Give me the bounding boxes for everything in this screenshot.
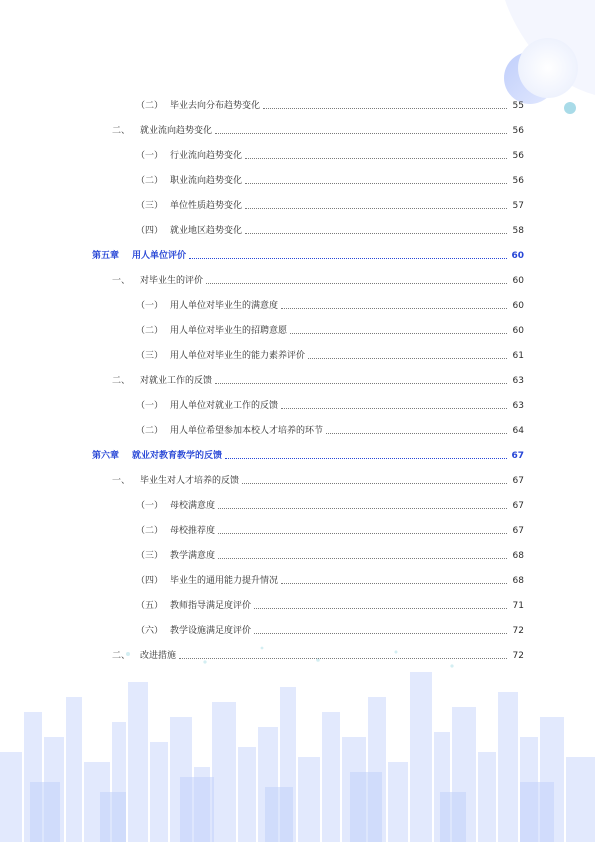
toc-entry-number: 二、 <box>112 376 131 386</box>
toc-entry-page-number: 72 <box>512 651 524 661</box>
toc-entry-number: 第六章 <box>92 451 120 461</box>
toc-entry[interactable] <box>136 546 524 562</box>
toc-entry-number: 第五章 <box>92 251 120 261</box>
toc-entry-page-number: 67 <box>511 451 524 461</box>
toc-entry-title: 行业流向趋势变化 <box>170 151 243 161</box>
toc-entry-page-number: 63 <box>512 401 524 411</box>
toc-entry[interactable] <box>136 321 524 337</box>
toc-entry-page-number: 56 <box>512 126 524 136</box>
dot-leader <box>245 232 507 234</box>
toc-entry[interactable] <box>136 221 524 237</box>
toc-entry-title: 用人单位对毕业生的招聘意愿 <box>170 326 288 336</box>
toc-entry-title: 职业流向趋势变化 <box>170 176 243 186</box>
toc-entry[interactable] <box>112 371 524 387</box>
toc-entry-title: 用人单位希望参加本校人才培养的环节 <box>170 426 324 436</box>
toc-entry-number: 一、 <box>112 276 131 286</box>
toc-entry-title: 教师指导满足度评价 <box>170 601 252 611</box>
corner-decoration <box>0 0 595 140</box>
toc-entry[interactable] <box>112 121 524 137</box>
toc-entry[interactable] <box>136 421 524 437</box>
toc-entry-number: （一） <box>136 301 164 311</box>
toc-entry-title: 母校满意度 <box>170 501 216 511</box>
toc-entry[interactable] <box>112 646 524 662</box>
toc-entry[interactable] <box>136 296 524 312</box>
toc-entry-page-number: 55 <box>512 101 524 111</box>
toc-entry-number: （三） <box>136 201 164 211</box>
toc-entry[interactable] <box>112 471 524 487</box>
toc-entry-title: 就业流向趋势变化 <box>140 126 213 136</box>
toc-entry-page-number: 71 <box>512 601 524 611</box>
dot-leader <box>308 357 507 359</box>
toc-entry-number: 二、 <box>112 651 131 661</box>
dot-leader <box>263 107 507 109</box>
toc-entry-page-number: 61 <box>512 351 524 361</box>
toc-entry[interactable] <box>136 521 524 537</box>
toc-entry-number: 二、 <box>112 126 131 136</box>
toc-entry-page-number: 68 <box>512 551 524 561</box>
dot-leader <box>206 282 507 284</box>
toc-entry-title: 改进措施 <box>140 651 177 661</box>
dot-leader <box>281 407 507 409</box>
toc-entry-number: （四） <box>136 576 164 586</box>
toc-entry-title: 用人单位对就业工作的反馈 <box>170 401 279 411</box>
toc-entry[interactable] <box>136 571 524 587</box>
toc-entry[interactable] <box>136 496 524 512</box>
toc-entry-number: （五） <box>136 601 164 611</box>
toc-entry-title: 教学设施满足度评价 <box>170 626 252 636</box>
toc-entry-title: 毕业生的通用能力提升情况 <box>170 576 279 586</box>
toc-entry-page-number: 67 <box>512 476 524 486</box>
dot-leader <box>225 457 507 459</box>
dot-leader <box>290 332 507 334</box>
dot-leader <box>281 307 507 309</box>
dot-leader <box>179 657 507 659</box>
dot-leader <box>254 632 507 634</box>
toc-entry-page-number: 64 <box>512 426 524 436</box>
dot-leader <box>189 257 507 259</box>
toc-entry-number: 一、 <box>112 476 131 486</box>
toc-entry-page-number: 60 <box>512 326 524 336</box>
dot-leader <box>254 607 507 609</box>
toc-entry-number: （六） <box>136 626 164 636</box>
toc-entry-page-number: 67 <box>512 526 524 536</box>
dot-leader <box>215 382 507 384</box>
toc-entry[interactable] <box>136 171 524 187</box>
dot-leader <box>218 507 507 509</box>
toc-entry-title: 用人单位评价 <box>132 251 187 261</box>
toc-entry[interactable] <box>136 146 524 162</box>
toc-entry-page-number: 60 <box>511 251 524 261</box>
toc-entry[interactable] <box>136 196 524 212</box>
toc-entry-page-number: 57 <box>512 201 524 211</box>
toc-entry-page-number: 72 <box>512 626 524 636</box>
dot-leader <box>218 532 507 534</box>
toc-entry-page-number: 67 <box>512 501 524 511</box>
toc-entry-title: 教学满意度 <box>170 551 216 561</box>
toc-entry[interactable] <box>136 621 524 637</box>
toc-entry-number: （一） <box>136 151 164 161</box>
toc-entry-page-number: 56 <box>512 151 524 161</box>
toc-entry-title: 毕业生对人才培养的反馈 <box>140 476 240 486</box>
toc-entry-title: 单位性质趋势变化 <box>170 201 243 211</box>
toc-entry-page-number: 58 <box>512 226 524 236</box>
toc-entry-number: （一） <box>136 401 164 411</box>
toc-chapter-entry[interactable] <box>92 446 524 462</box>
dot-leader <box>245 182 507 184</box>
toc-entry[interactable] <box>136 596 524 612</box>
toc-entry-page-number: 56 <box>512 176 524 186</box>
toc-entry[interactable] <box>136 396 524 412</box>
toc-entry-number: （二） <box>136 426 164 436</box>
dot-leader <box>245 207 507 209</box>
dot-leader <box>242 482 507 484</box>
toc-entry-title: 毕业去向分布趋势变化 <box>170 101 261 111</box>
city-skyline-decoration <box>0 642 595 842</box>
toc-entry-number: （一） <box>136 501 164 511</box>
toc-entry-number: （四） <box>136 226 164 236</box>
dot-leader <box>281 582 507 584</box>
toc-entry[interactable] <box>136 96 524 112</box>
toc-chapter-entry[interactable] <box>92 246 524 262</box>
dot-leader <box>326 432 507 434</box>
dot-leader <box>218 557 507 559</box>
toc-entry-page-number: 68 <box>512 576 524 586</box>
toc-entry-title: 用人单位对毕业生的满意度 <box>170 301 279 311</box>
toc-entry-number: （三） <box>136 551 164 561</box>
toc-entry-title: 用人单位对毕业生的能力素养评价 <box>170 351 306 361</box>
toc-entry[interactable] <box>112 271 524 287</box>
toc-entry-title: 母校推荐度 <box>170 526 216 536</box>
dot-leader <box>215 132 507 134</box>
toc-entry-title: 就业地区趋势变化 <box>170 226 243 236</box>
toc-entry-number: （二） <box>136 326 164 336</box>
dot-leader <box>245 157 507 159</box>
toc-entry-number: （三） <box>136 351 164 361</box>
toc-entry-title: 就业对教育教学的反馈 <box>132 451 223 461</box>
toc-entry-page-number: 60 <box>512 276 524 286</box>
toc-entry-number: （二） <box>136 526 164 536</box>
toc-entry-page-number: 63 <box>512 376 524 386</box>
toc-entry[interactable] <box>136 346 524 362</box>
toc-entry-page-number: 60 <box>512 301 524 311</box>
toc-entry-number: （二） <box>136 176 164 186</box>
toc-entry-title: 对就业工作的反馈 <box>140 376 213 386</box>
toc-entry-title: 对毕业生的评价 <box>140 276 204 286</box>
toc-entry-number: （二） <box>136 101 164 111</box>
